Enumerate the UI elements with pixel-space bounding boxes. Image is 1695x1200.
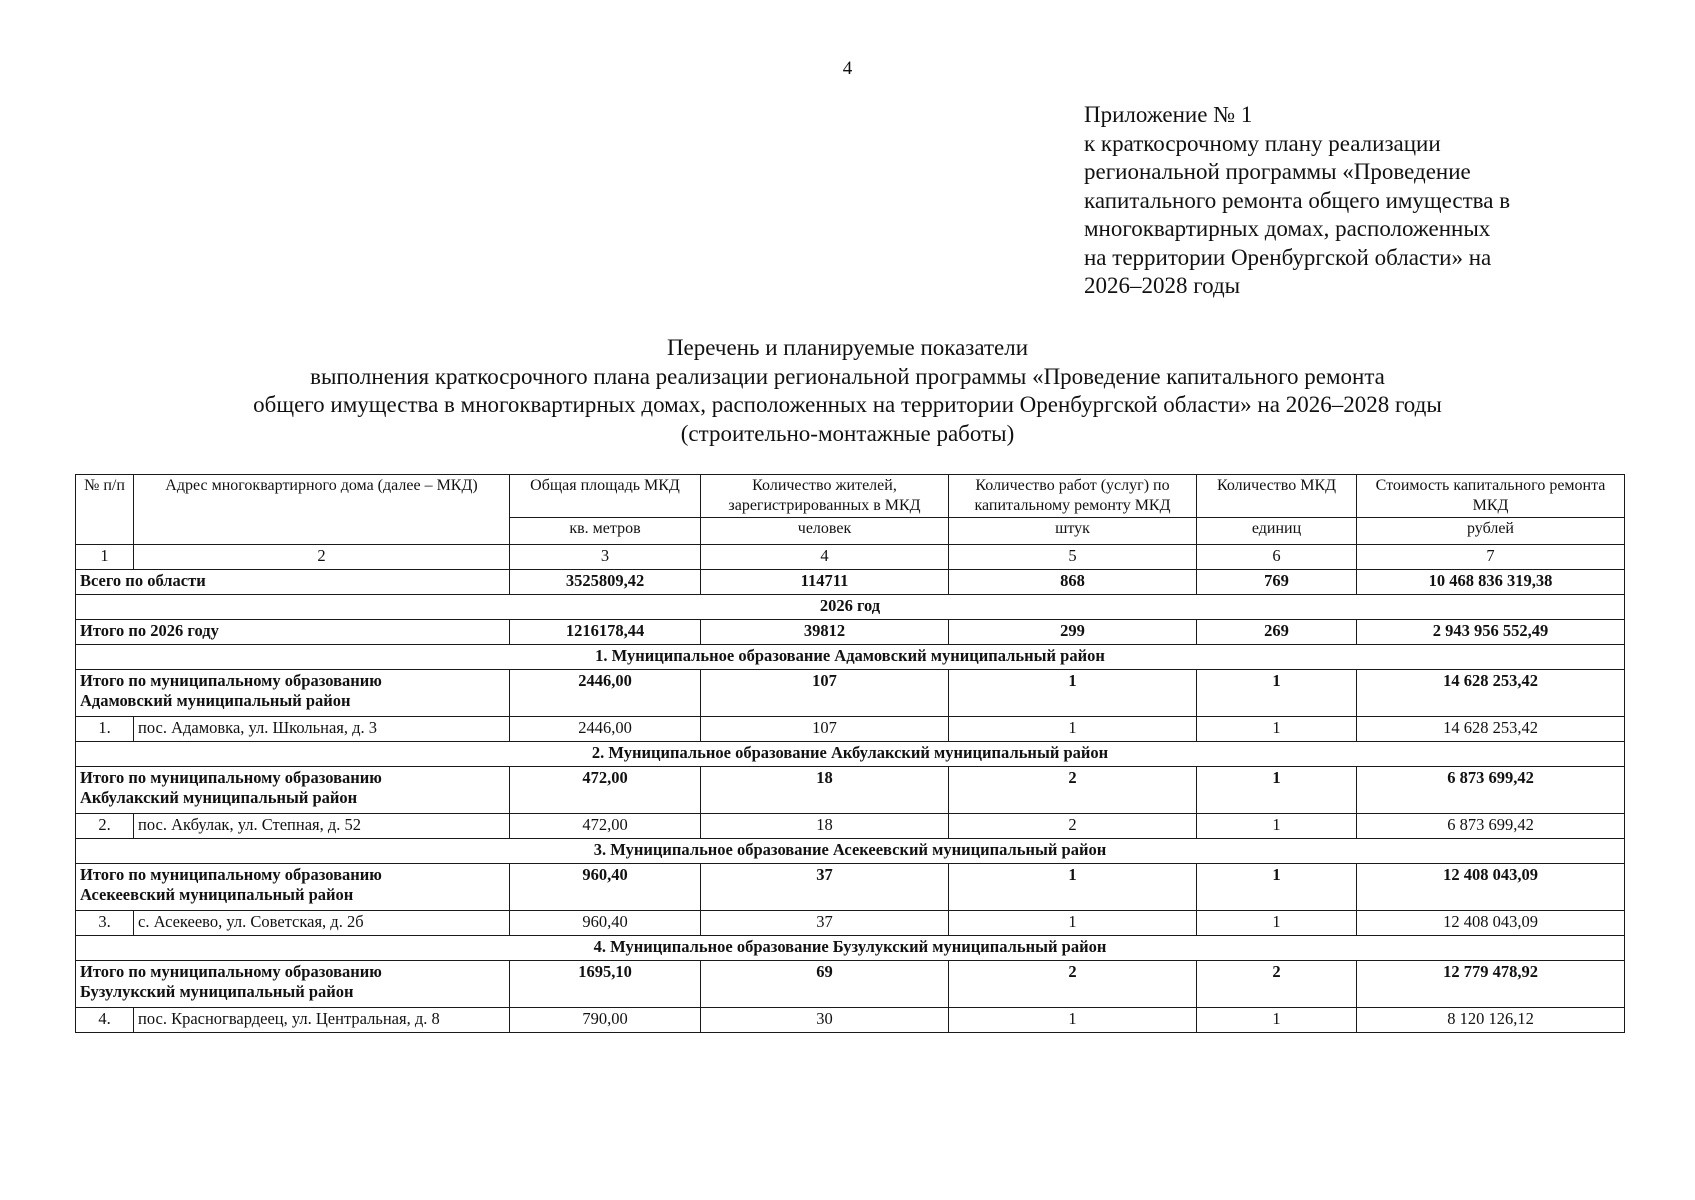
column-number: 2: [134, 545, 510, 570]
total-year-label: Итого по 2026 году: [76, 620, 510, 645]
row-address: пос. Красногвардеец, ул. Центральная, д. 8: [134, 1008, 510, 1033]
total-region-residents: 114711: [701, 570, 949, 595]
row-address: пос. Адамовка, ул. Школьная, д. 3: [134, 717, 510, 742]
subtotal-row: [76, 864, 1625, 911]
row-cost: 8 120 126,12: [1357, 1008, 1625, 1033]
section-heading-row: [76, 839, 1625, 864]
row-area: 472,00: [510, 814, 701, 839]
total-region-mkd-count: 769: [1197, 570, 1357, 595]
title-line: (строительно-монтажные работы): [680, 420, 1015, 446]
header-works: Количество работ (услуг) по капитальному ремонту МКД: [949, 475, 1197, 518]
row-area: 2446,00: [510, 717, 701, 742]
subtotal-mkd-count: 1: [1197, 864, 1357, 911]
table-row: [76, 1008, 1625, 1033]
subtotal-works: 2: [949, 767, 1197, 814]
appendix-line: многоквартирных домах, расположенных: [1084, 216, 1491, 241]
row-cost: 12 408 043,09: [1357, 911, 1625, 936]
total-year-area: 1216178,44: [510, 620, 701, 645]
row-mkd-count: 1: [1197, 717, 1357, 742]
section-heading-row: [76, 645, 1625, 670]
document-title: [0, 334, 1695, 448]
unit-residents: человек: [701, 518, 949, 545]
appendix-block: [1084, 101, 1604, 301]
subtotal-row: [76, 767, 1625, 814]
appendix-line: капитального ремонта общего имущества в: [1084, 187, 1511, 213]
subtotal-label: [76, 961, 510, 1008]
subtotal-area: 472,00: [510, 767, 701, 814]
total-region-works: 868: [949, 570, 1197, 595]
header-row: [76, 475, 1625, 518]
title-line: выполнения краткосрочного плана реализации региональной программы «Проведение капитального ремонта: [310, 363, 1385, 389]
subtotal-area: 960,40: [510, 864, 701, 911]
row-works: 1: [949, 1008, 1197, 1033]
subtotal-row: [76, 670, 1625, 717]
plan-table: [75, 474, 1625, 1033]
appendix-line: региональной программы «Проведение: [1084, 159, 1471, 184]
column-number: 1: [76, 545, 134, 570]
row-cost: 6 873 699,42: [1357, 814, 1625, 839]
subtotal-residents: 69: [701, 961, 949, 1008]
row-num: 3.: [76, 911, 134, 936]
section-heading: 3. Муниципальное образование Асекеевский муниципальный район: [76, 839, 1625, 864]
total-year-mkd-count: 269: [1197, 620, 1357, 645]
appendix-line: на территории Оренбургской области» на: [1084, 244, 1492, 270]
title-line: Перечень и планируемые показатели: [666, 335, 1029, 360]
subtotal-cost: 12 408 043,09: [1357, 864, 1625, 911]
subtotal-residents: 37: [701, 864, 949, 911]
row-area: 960,40: [510, 911, 701, 936]
total-region-cost: 10 468 836 319,38: [1357, 570, 1625, 595]
header-address: Адрес многоквартирного дома (далее – МКД): [134, 475, 510, 545]
subtotal-works: 1: [949, 864, 1197, 911]
row-address: с. Асекеево, ул. Советская, д. 2б: [134, 911, 510, 936]
row-works: 1: [949, 717, 1197, 742]
row-mkd-count: 1: [1197, 1008, 1357, 1033]
subtotal-label-line: Бузулукский муниципальный район: [80, 982, 354, 1001]
row-area: 790,00: [510, 1008, 701, 1033]
column-number: 4: [701, 545, 949, 570]
unit-area: кв. метров: [510, 518, 701, 545]
subtotal-label: [76, 767, 510, 814]
page-number: 4: [842, 58, 853, 79]
subtotal-cost: 6 873 699,42: [1357, 767, 1625, 814]
unit-works: штук: [949, 518, 1197, 545]
subtotal-mkd-count: 2: [1197, 961, 1357, 1008]
row-mkd-count: 1: [1197, 911, 1357, 936]
total-region-row: [76, 570, 1625, 595]
subtotal-row: [76, 961, 1625, 1008]
subtotal-label-line: Итого по муниципальному образованию: [80, 865, 382, 884]
subtotal-works: 1: [949, 670, 1197, 717]
subtotal-cost: 12 779 478,92: [1357, 961, 1625, 1008]
row-residents: 37: [701, 911, 949, 936]
section-heading-row: [76, 742, 1625, 767]
subtotal-area: 1695,10: [510, 961, 701, 1008]
row-num: 2.: [76, 814, 134, 839]
column-number: 7: [1357, 545, 1625, 570]
subtotal-label-line: Асекеевский муниципальный район: [80, 885, 354, 904]
row-num: 4.: [76, 1008, 134, 1033]
section-heading: 4. Муниципальное образование Бузулукский муниципальный район: [76, 936, 1625, 961]
appendix-line: к краткосрочному плану реализации: [1084, 130, 1441, 156]
column-number: 6: [1197, 545, 1357, 570]
row-residents: 30: [701, 1008, 949, 1033]
total-year-row: [76, 620, 1625, 645]
subtotal-cost: 14 628 253,42: [1357, 670, 1625, 717]
column-numbers-row: [76, 545, 1625, 570]
row-works: 2: [949, 814, 1197, 839]
row-residents: 107: [701, 717, 949, 742]
unit-cost: рублей: [1357, 518, 1625, 545]
header-mkd-count: Количество МКД: [1197, 475, 1357, 518]
total-year-cost: 2 943 956 552,49: [1357, 620, 1625, 645]
total-year-residents: 39812: [701, 620, 949, 645]
subtotal-label-line: Итого по муниципальному образованию: [80, 962, 382, 981]
subtotal-label-line: Итого по муниципальному образованию: [80, 671, 382, 690]
column-number: 5: [949, 545, 1197, 570]
subtotal-area: 2446,00: [510, 670, 701, 717]
row-cost: 14 628 253,42: [1357, 717, 1625, 742]
subtotal-label-line: Акбулакский муниципальный район: [80, 788, 358, 807]
subtotal-label: [76, 670, 510, 717]
header-num: № п/п: [76, 475, 134, 545]
subtotal-label-line: Итого по муниципальному образованию: [80, 768, 382, 787]
total-year-works: 299: [949, 620, 1197, 645]
appendix-line: 2026–2028 годы: [1084, 273, 1241, 298]
total-region-area: 3525809,42: [510, 570, 701, 595]
header-residents: Количество жителей, зарегистрированных в МКД: [701, 475, 949, 518]
row-num: 1.: [76, 717, 134, 742]
section-heading-row: [76, 936, 1625, 961]
row-residents: 18: [701, 814, 949, 839]
subtotal-mkd-count: 1: [1197, 767, 1357, 814]
title-line: общего имущества в многоквартирных домах, расположенных на территории Оренбургской области» на 2026–2028 годы: [253, 392, 1442, 417]
table-row: [76, 911, 1625, 936]
unit-mkd-count: единиц: [1197, 518, 1357, 545]
subtotal-works: 2: [949, 961, 1197, 1008]
row-address: пос. Акбулак, ул. Степная, д. 52: [134, 814, 510, 839]
section-heading: 1. Муниципальное образование Адамовский муниципальный район: [76, 645, 1625, 670]
table-row: [76, 717, 1625, 742]
row-mkd-count: 1: [1197, 814, 1357, 839]
subtotal-residents: 107: [701, 670, 949, 717]
section-heading: 2. Муниципальное образование Акбулакский муниципальный район: [76, 742, 1625, 767]
year-heading: 2026 год: [76, 595, 1625, 620]
total-region-label: Всего по области: [76, 570, 510, 595]
subtotal-label: [76, 864, 510, 911]
row-works: 1: [949, 911, 1197, 936]
header-cost: Стоимость капитального ремонта МКД: [1357, 475, 1625, 518]
subtotal-mkd-count: 1: [1197, 670, 1357, 717]
header-area: Общая площадь МКД: [510, 475, 701, 518]
appendix-line: Приложение № 1: [1084, 102, 1253, 127]
table-row: [76, 814, 1625, 839]
column-number: 3: [510, 545, 701, 570]
subtotal-label-line: Адамовский муниципальный район: [80, 691, 351, 710]
subtotal-residents: 18: [701, 767, 949, 814]
year-heading-row: [76, 595, 1625, 620]
